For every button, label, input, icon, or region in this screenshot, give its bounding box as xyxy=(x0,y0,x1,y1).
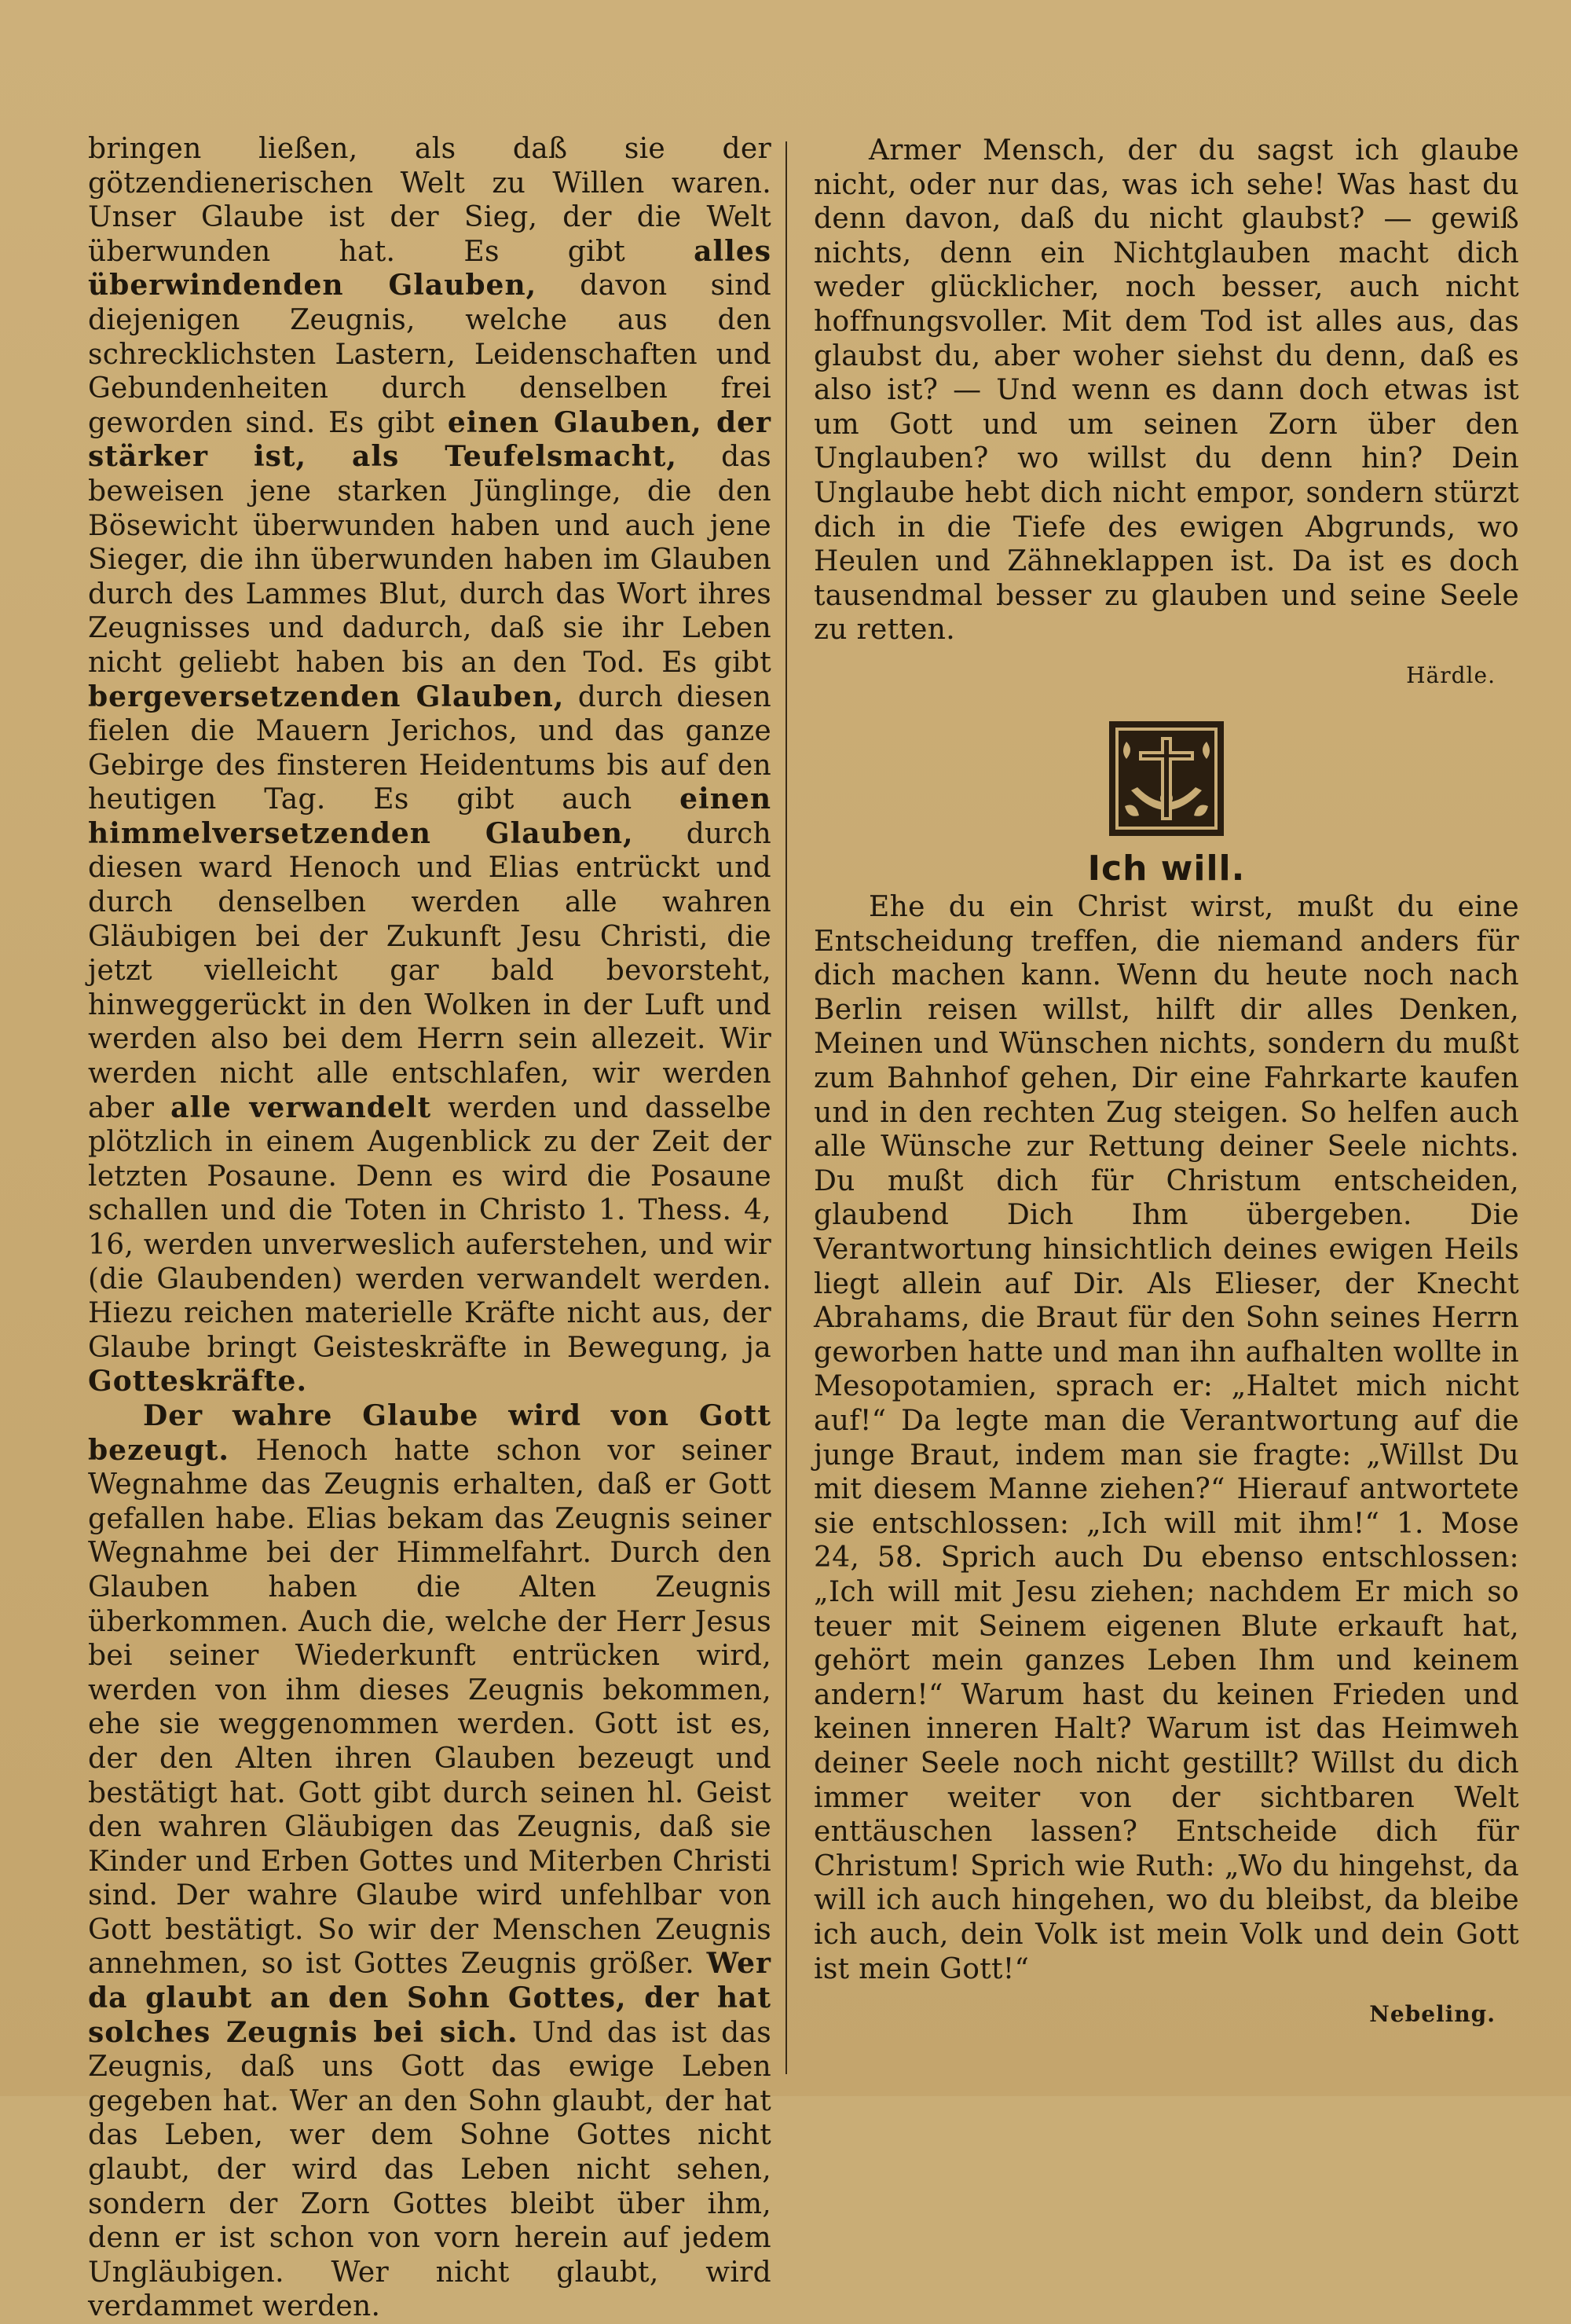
text-run: durch diesen ward Henoch und Elias entrückt und durch denselben werden alle wahren Gläubigen bei der Zukunft Jesu Christi, die jetzt vielleicht gar bald bevorsteht, hinweggerückt in den Wolken in der Luft und werden also bei dem Herrn sein allezeit. Wir werden nicht alle entschlafen, wir werden aber xyxy=(88,817,771,1124)
left-paragraph-2 xyxy=(88,1399,771,2324)
signature-nebeling: Nebeling. xyxy=(1369,2001,1496,2028)
right-column xyxy=(814,134,1519,2032)
cross-anchor-heart-ornament-icon xyxy=(1108,720,1225,838)
right-paragraph-2: Ehe du ein Christ wirst, mußt du eine Entscheidung treffen, die niemand anders für dich machen kann. Wenn du heute noch nach Berlin reisen willst, hilft dir alles Denken, Meinen und Wünschen nichts, sondern du mußt zum Bahnhof gehen, Dir eine Fahrkarte kaufen und in den rechten Zug steigen. So helfen auch alle Wünsche zur Rettung deiner Seele nichts. Du mußt dich für Christum entscheiden, glaubend Dich Ihm übergeben. Die Verantwortung hinsichtlich deines ewigen Heils liegt allein auf Dir. Als Elieser, der Knecht Abrahams, die Braut für den Sohn seines Herrn geworben hatte und man ihn aufhalten wollte in Mesopotamien, sprach er: „Haltet mich nicht auf!“ Da legte man die Verantwortung auf die junge Braut, indem man sie fragte: „Willst Du mit diesem Manne ziehen?“ Hierauf antwortete sie entschlossen: „Ich will mit ihm!“ 1. Mose 24, 58. Sprich auch Du ebenso entschlossen: „Ich will mit Jesu ziehen; nachdem Er mich so teuer mit Seinem eigenen Blute erkauft hat, gehört mein ganzes Leben Ihm und keinem andern!“ Warum hast du keinen Frieden und keinen inneren Halt? Warum ist das Heimweh deiner Seele noch nicht gestillt? Willst du dich immer weiter von der sichtbaren Welt enttäuschen lassen? Entscheide dich für Christum! Sprich wie Ruth: „Wo du hingehst, da will ich auch hingehen, wo du bleibst, da bleibe ich auch, dein Volk ist mein Volk und dein Gott ist mein Gott!“ xyxy=(814,891,1519,1985)
emphasis-text: alle verwandelt xyxy=(170,1091,432,1124)
text-run: davon sind diejenigen Zeugnis, welche aus den schrecklichsten Lastern, Leidenschaften und Gebundenheiten durch denselben frei geworden sind. Es gibt xyxy=(88,269,771,439)
emphasis-text: Gotteskräfte. xyxy=(88,1365,307,1398)
column-divider xyxy=(786,141,787,2074)
text-run: werden und dasselbe plötzlich in einem Augenblick zu der Zeit der letzten Posaune. Denn es wird die Posaune schallen und die Toten in Christo 1. Thess. 4, 16, werden unverweslich auferstehen, und wir (die Glaubenden) werden verwandelt werden. Hiezu reichen materielle Kräfte nicht aus, der Glaube bringt Geisteskräfte in Bewegung, ja xyxy=(88,1091,771,1364)
text-run: bringen ließen, als daß sie der götzendienerischen Welt zu Willen waren. Unser Glaube ist der Sieg, der die Welt überwunden hat. Es gibt xyxy=(88,133,771,268)
emphasis-text: einen Glauben, der stärker ist, als Teufelsmacht, xyxy=(88,405,771,474)
left-paragraph-1 xyxy=(88,132,771,1399)
text-run: durch diesen fielen die Mauern Jerichos, und das ganze Gebirge des finsteren Heidentums bis auf den heutigen Tag. Es gibt auch xyxy=(88,680,771,816)
section-heading: Ich will. xyxy=(1087,848,1246,889)
emphasis-text: Wer da glaubt an den Sohn Gottes, der hat solches Zeugnis bei sich. xyxy=(88,1947,771,2049)
emphasis-text: Der wahre Glaube wird von Gott bezeugt. xyxy=(88,1398,771,1467)
emphasis-text: bergeversetzenden Glauben, xyxy=(88,680,565,713)
signature-haerdle: Härdle. xyxy=(1406,662,1496,688)
emphasis-text: einen himmelversetzenden Glauben, xyxy=(88,783,771,850)
emphasis-text: alles überwindenden Glauben, xyxy=(88,234,771,302)
text-run: Und das ist das Zeugnis, daß uns Gott das ewige Leben gegeben hat. Wer an den Sohn glaubt, der hat das Leben, wer dem Sohne Gottes nicht glaubt, der wird das Leben nicht sehen, sondern der Zorn Gottes bleibt über ihm, denn er ist schon von vorn herein auf jedem Ungläubigen. Wer nicht glaubt, wird verdammet werden. xyxy=(88,2016,771,2323)
text-run: Henoch hatte schon vor seiner Wegnahme das Zeugnis erhalten, daß er Gott gefallen habe. Elias bekam das Zeugnis seiner Wegnahme bei der Himmelfahrt. Durch den Glauben haben die Alten Zeugnis überkommen. Auch die, welche der Herr Jesus bei seiner Wiederkunft entrücken wird, werden von ihm dieses Zeugnis bekommen, ehe sie weggenommen werden. Gott ist es, der den Alten ihren Glauben bezeugt und bestätigt hat. Gott gibt durch seinen hl. Geist den wahren Gläubigen das Zeugnis, daß sie Kinder und Erben Gottes und Miterben Christi sind. Der wahre Glaube wird unfehlbar von Gott bestätigt. So wir der Menschen Zeugnis annehmen, so ist Gottes Zeugnis größer. xyxy=(88,1434,771,1981)
right-paragraph-1: Armer Mensch, der du sagst ich glaube nicht, oder nur das, was ich sehe! Was hast du denn davon, daß du nicht glaubst? — gewiß nichts, denn ein Nichtglauben macht dich weder glücklicher, noch besser, auch nicht hoffnungsvoller. Mit dem Tod ist alles aus, das glaubst du, aber woher siehst du denn, daß es also ist? — Und wenn es dann doch etwas ist um Gott und um seinen Zorn über den Unglauben? wo willst du denn hin? Dein Unglaube hebt dich nicht empor, sondern stürzt dich in die Tiefe des ewigen Abgrunds, wo Heulen und Zähneklappen ist. Da ist es doch tausendmal besser zu glauben und seine Seele zu retten. xyxy=(814,134,1519,647)
left-column xyxy=(88,132,771,2324)
text-run: das beweisen jene starken Jünglinge, die den Bösewicht überwunden haben und auch jene Sieger, die ihn überwunden haben im Glauben durch des Lammes Blut, durch das Wort ihres Zeugnisses und dadurch, daß sie ihr Leben nicht geliebt haben bis an den Tod. Es gibt xyxy=(88,441,771,679)
